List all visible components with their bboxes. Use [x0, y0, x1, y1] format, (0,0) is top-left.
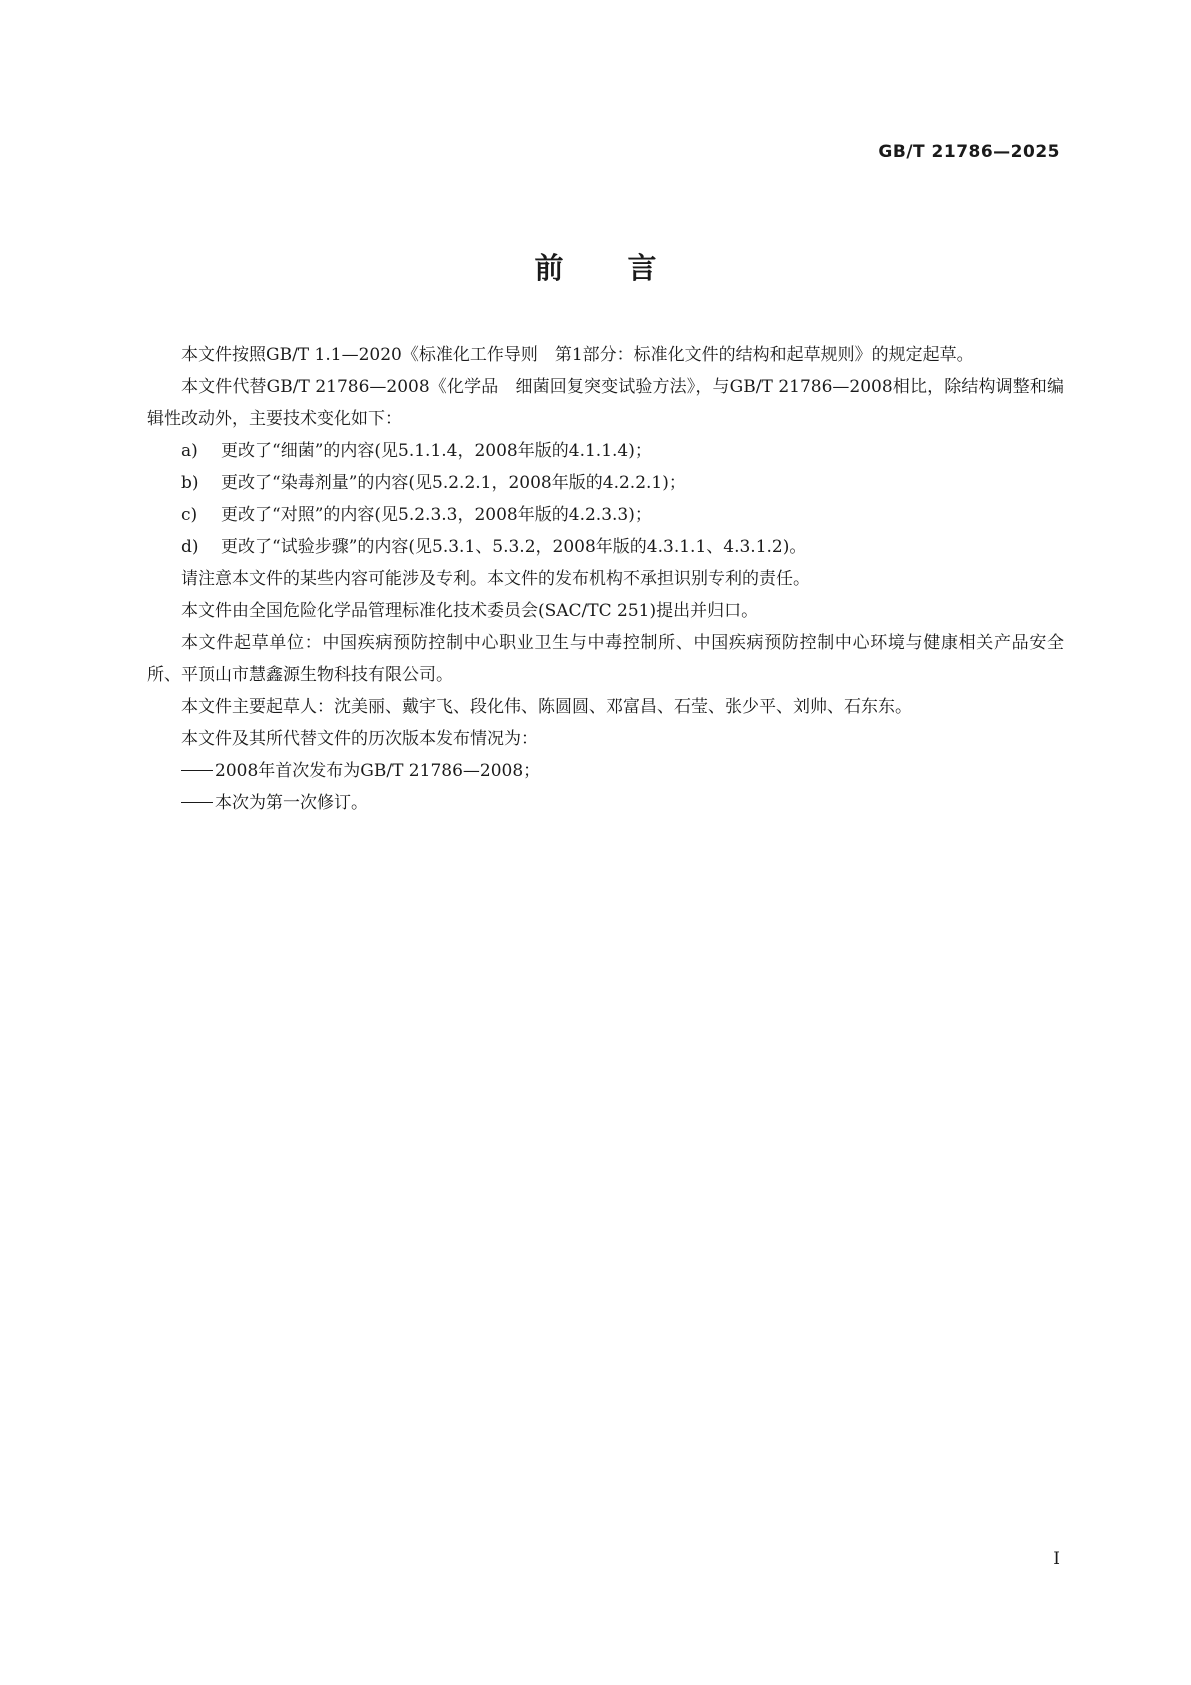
list-item	[147, 531, 1064, 563]
paragraph-history-intro: 本文件及其所代替文件的历次版本发布情况为：	[181, 729, 538, 749]
list-item	[147, 499, 1064, 531]
foreword-body	[147, 339, 1064, 819]
list-item	[147, 435, 1064, 467]
list-item-text: 更改了“染毒剂量”的内容(见5.2.2.1，2008年版的4.2.2.1)；	[221, 473, 686, 493]
paragraph-replacement: 本文件代替GB/T 21786—2008《化学品 细菌回复突变试验方法》，与GB/T 21786—2008相比，除结构调整和编辑性改动外，主要技术变化如下：	[147, 377, 1064, 429]
standard-code: GB/T 21786—2025	[878, 142, 1060, 162]
paragraph-committee: 本文件由全国危险化学品管理标准化技术委员会(SAC/TC 251)提出并归口。	[181, 601, 759, 621]
list-marker: a)	[181, 441, 198, 461]
list-item	[147, 467, 1064, 499]
paragraph-drafting-rules: 本文件按照GB/T 1.1—2020《标准化工作导则 第1部分：标准化文件的结构和起草规则》的规定起草。	[181, 345, 974, 365]
page-number: I	[1053, 1549, 1060, 1569]
paragraph-drafters: 本文件主要起草人：沈美丽、戴宇飞、段化伟、陈圆圆、邓富昌、石莹、张少平、刘帅、石东东。	[181, 697, 912, 717]
list-item-text: 更改了“对照”的内容(见5.2.3.3，2008年版的4.2.3.3)；	[221, 505, 652, 525]
history-item-text: 本次为第一次修订。	[215, 793, 368, 813]
history-item	[147, 755, 1064, 787]
history-item-text: 2008年首次发布为GB/T 21786—2008；	[215, 761, 541, 781]
list-marker: d)	[181, 537, 199, 557]
list-marker: b)	[181, 473, 199, 493]
list-item-text: 更改了“试验步骤”的内容(见5.3.1、5.3.2，2008年版的4.3.1.1、4.3.1.2)。	[221, 537, 807, 557]
page-title: 前言	[534, 251, 721, 285]
history-item	[147, 787, 1064, 819]
paragraph-patent-notice: 请注意本文件的某些内容可能涉及专利。本文件的发布机构不承担识别专利的责任。	[181, 569, 810, 589]
list-item-text: 更改了“细菌”的内容(见5.1.1.4，2008年版的4.1.1.4)；	[221, 441, 652, 461]
paragraph-drafting-units: 本文件起草单位：中国疾病预防控制中心职业卫生与中毒控制所、中国疾病预防控制中心环境与健康相关产品安全所、平顶山市慧鑫源生物科技有限公司。	[147, 633, 1064, 685]
list-marker: c)	[181, 505, 198, 525]
